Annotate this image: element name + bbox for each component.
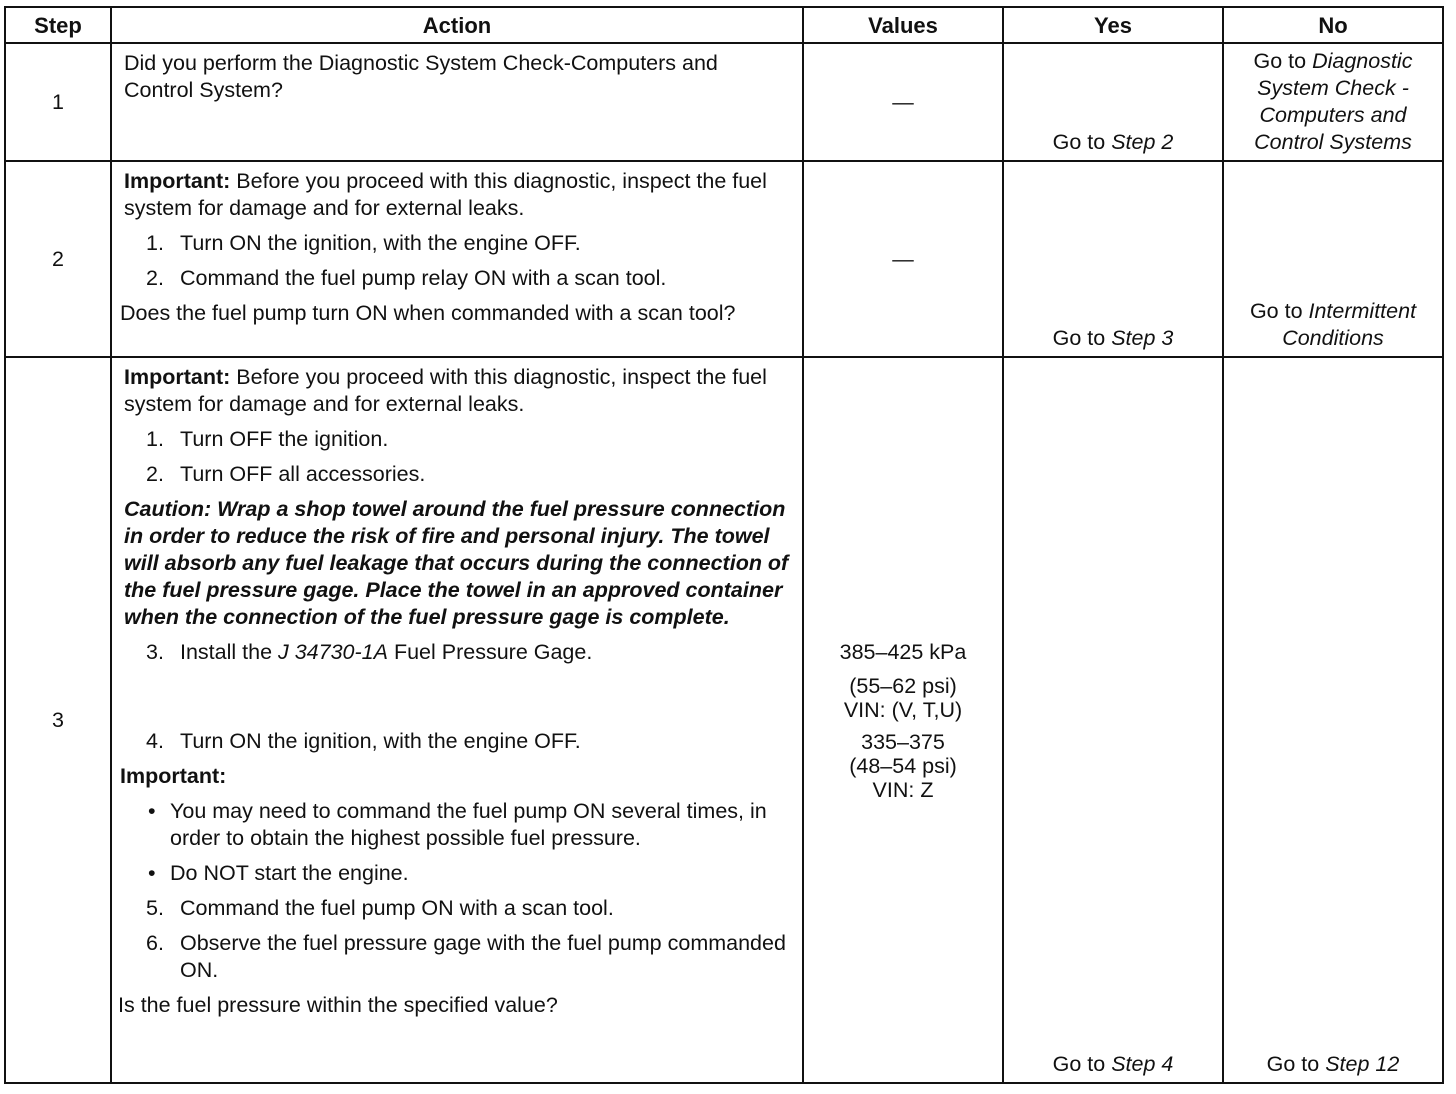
- yes-prefix: Go to: [1052, 326, 1112, 350]
- value-cell: —: [803, 161, 1003, 357]
- yes-prefix: Go to: [1052, 1052, 1112, 1076]
- step-number: 2: [5, 161, 111, 357]
- diagnostic-table: [4, 6, 1444, 1084]
- no-link[interactable]: Intermittent Conditions: [1282, 299, 1417, 350]
- list-item: [124, 426, 792, 453]
- important-label: Important:: [124, 169, 231, 193]
- header-yes: Yes: [1003, 7, 1223, 43]
- list-item: [124, 265, 792, 292]
- item-number: 5.: [146, 896, 164, 920]
- value-cell: —: [803, 43, 1003, 161]
- important-note: [124, 168, 792, 222]
- value-cell: [803, 357, 1003, 1083]
- important-text: Before you proceed with this diagnostic, inspect the fuel system for damage and for external leaks.: [124, 169, 767, 220]
- item-text: Observe the fuel pressure gage with the fuel pump commanded ON.: [180, 931, 786, 982]
- question-text: Is the fuel pressure within the specified value?: [118, 993, 558, 1017]
- yes-prefix: Go to: [1052, 130, 1112, 154]
- important-label: Important:: [124, 365, 231, 389]
- no-prefix: Go to: [1253, 49, 1313, 73]
- item-text: Command the fuel pump relay ON with a scan tool.: [180, 266, 667, 290]
- header-values: Values: [803, 7, 1003, 43]
- item-number: 3.: [146, 640, 164, 664]
- item-text: Turn ON the ignition, with the engine OFF.: [180, 729, 581, 753]
- list-item: [124, 230, 792, 257]
- action-cell: [111, 357, 803, 1083]
- header-row: [5, 7, 1443, 43]
- bullet-text: Do NOT start the engine.: [170, 861, 409, 885]
- yes-link[interactable]: Step 3: [1111, 326, 1174, 350]
- item-text: [180, 639, 792, 666]
- item-text-post: Fuel Pressure Gage.: [387, 640, 593, 664]
- no-link[interactable]: Diagnostic System Check - Computers and Control Systems: [1254, 49, 1413, 154]
- bullet-text: You may need to command the fuel pump ON several times, in order to obtain the highest possible fuel pressure.: [170, 799, 767, 850]
- caution-note: Caution: Wrap a shop towel around the fuel pressure connection in order to reduce the risk of fire and personal injury. The towel will absorb any fuel leakage that occurs during the connection of the fuel pressure gage. Place the towel in an approved container when the connection of the fuel pressure gage is complete.: [124, 497, 789, 629]
- bullet-icon: •: [148, 799, 156, 823]
- table-row: [5, 43, 1443, 161]
- list-item: [124, 461, 792, 488]
- item-text: Turn ON the ignition, with the engine OFF.: [180, 231, 581, 255]
- action-text: Did you perform the Diagnostic System Check-Computers and Control System?: [124, 51, 718, 102]
- value-line: VIN: (V, T,U): [843, 697, 963, 722]
- bullet-item: [124, 798, 792, 852]
- item-number: 1.: [146, 427, 164, 451]
- item-text: Command the fuel pump ON with a scan tool.: [180, 896, 614, 920]
- no-link[interactable]: Step 12: [1325, 1052, 1400, 1076]
- value-line: (48–54 psi): [849, 753, 957, 778]
- important-note: [124, 364, 792, 418]
- item-number: 1.: [146, 231, 164, 255]
- table-row: [5, 357, 1443, 1083]
- no-prefix: Go to: [1266, 1052, 1326, 1076]
- no-cell[interactable]: [1223, 43, 1443, 161]
- bullet-item: [124, 860, 792, 887]
- no-cell[interactable]: [1223, 357, 1443, 1083]
- header-action: Action: [111, 7, 803, 43]
- item-number: 2.: [146, 266, 164, 290]
- no-prefix: Go to: [1249, 299, 1309, 323]
- item-text: Turn OFF all accessories.: [180, 462, 426, 486]
- action-cell: [111, 161, 803, 357]
- list-item: [124, 930, 792, 984]
- list-item: [124, 639, 792, 666]
- tool-name: J 34730-1A: [278, 640, 388, 664]
- item-number: 2.: [146, 462, 164, 486]
- table-row: [5, 161, 1443, 357]
- item-number: 6.: [146, 931, 164, 955]
- yes-link[interactable]: Step 4: [1111, 1052, 1174, 1076]
- yes-cell[interactable]: [1003, 357, 1223, 1083]
- item-number: 4.: [146, 729, 164, 753]
- item-text-pre: Install the: [180, 640, 278, 664]
- question-text: Does the fuel pump turn ON when commanded with a scan tool?: [120, 301, 736, 325]
- header-step: Step: [5, 7, 111, 43]
- important-text: Before you proceed with this diagnostic, inspect the fuel system for damage and for external leaks.: [124, 365, 767, 416]
- value-line: 385–425 kPa: [839, 639, 967, 664]
- step-number: 3: [5, 357, 111, 1083]
- list-item: [124, 895, 792, 922]
- action-cell: [111, 43, 803, 161]
- header-no: No: [1223, 7, 1443, 43]
- no-cell[interactable]: [1223, 161, 1443, 357]
- step-number: 1: [5, 43, 111, 161]
- item-text: Turn OFF the ignition.: [180, 427, 389, 451]
- yes-link[interactable]: Step 2: [1111, 130, 1174, 154]
- list-item: [124, 728, 792, 755]
- yes-cell[interactable]: [1003, 161, 1223, 357]
- value-line: VIN: Z: [872, 777, 934, 802]
- yes-cell[interactable]: [1003, 43, 1223, 161]
- value-line: (55–62 psi): [849, 673, 957, 698]
- value-line: 335–375: [861, 729, 945, 754]
- important-label: Important:: [120, 764, 227, 788]
- bullet-icon: •: [148, 861, 156, 885]
